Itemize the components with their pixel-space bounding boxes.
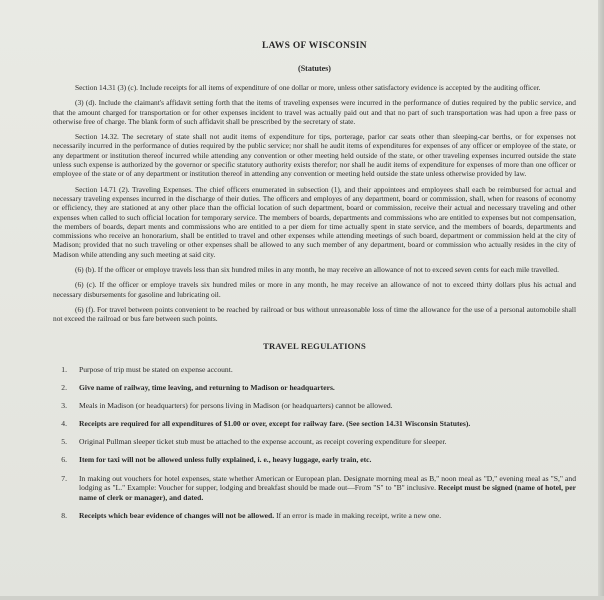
statute-paragraph: (6) (f). For travel between points convenient to be reached by railroad or bus without unreasonable loss of time the allowance for the use of a personal automobile shall not exceed the railroad or bus fare between such points. xyxy=(53,304,576,324)
regulation-bold-text: Receipts are required for all expenditures of $1.00 or over, except for railway fare. (See section 14.31 Wisconsin Statutes). xyxy=(79,419,471,429)
regulation-text: Purpose of trip must be stated on expense account. xyxy=(79,364,233,374)
regulation-text: Original Pullman sleeper ticket stub must be attached to the expense account, as receipt covering expenditure for sleeper. xyxy=(79,437,447,447)
regulation-number: 3. xyxy=(61,400,67,410)
regulations-list xyxy=(53,365,576,521)
regulations-title: TRAVEL REGULATIONS xyxy=(263,340,366,351)
regulation-number: 1. xyxy=(61,364,67,374)
regulation-item xyxy=(53,365,576,375)
regulation-number: 7. xyxy=(61,473,67,483)
regulation-text: In making out vouchers for hotel expenses, state whether American or European plan. Designate morning meal as B," noon meal as "D," evening meal as "S," and lodging as "L." Example: Voucher for supper, lodging and breakfast should be made out—From "S" to "B" inclusive. xyxy=(79,473,576,493)
regulation-number: 6. xyxy=(61,455,67,465)
page-fold-shadow xyxy=(598,0,604,600)
statute-paragraph: (6) (b). If the officer or employe travels less than six hundred miles in any month, he may receive an allowance of not to exceed seven cents for each mile travelled. xyxy=(75,265,559,275)
regulation-item xyxy=(53,511,576,521)
regulation-text: If an error is made in making receipt, write a new one. xyxy=(276,511,442,521)
regulation-bold-text: Give name of railway, time leaving, and returning to Madison or headquarters. xyxy=(79,382,335,392)
regulation-item xyxy=(53,419,576,429)
statute-paragraph: (3) (d). Include the claimant's affidavit setting forth that the items of traveling expenses were incurred in the performance of duties required by the public service, and that the amount charged for transportation or for other expenses incident to travel was actually paid out and that no part of such transportation was had upon a free pass or otherwise free of charge. The blank form of such affidavit shall be prescribed by the secretary of state. xyxy=(53,98,576,126)
regulation-item xyxy=(53,455,576,465)
regulation-text: Meals in Madison (or headquarters) for persons living in Madison (or headquarters) cannot be allowed. xyxy=(79,400,393,410)
page-bottom-edge xyxy=(0,596,604,600)
regulation-item xyxy=(53,401,576,411)
statute-paragraph: Section 14.71 (2). Traveling Expenses. The chief officers enumerated in subsection (1), and their appointees and employees shall each be reimbursed for actual and necessary traveling expenses incurred in the discharge of their duties. The officers and employes of any department, board or commission, shall, when for reasons of economy or efficiency, they are stationed at any other place than the official location of such department, board or commission, receive their actual and necessary traveling and other expenses when called to such official location for temporary service. The members of boards, departments and commissions who are entitled to expenses but not compensation, the members of boards, depart ments and commissions who are entitled to a per diem for time actually spent in state service, and the members of boards, departments and commissions who receive an honorarium, shall be entitled to travel and other expenses while attending meetings of such board, department or commission held at the city of Madison; provided that no such traveling or other expenses shall be allowed to any such member of any department, board or commission who actually resides in the city of Madison while attending any such meeting at said city. xyxy=(53,184,576,259)
statutes-subtitle: (Statutes) xyxy=(298,64,331,73)
statute-paragraph: Section 14.31 (3) (c). Include receipts for all items of expenditure of one dollar or more, unless other satisfactory evidence is accepted by the auditing officer. xyxy=(75,83,541,92)
regulation-number: 5. xyxy=(61,437,67,447)
regulation-item xyxy=(53,383,576,393)
page-title: LAWS OF WISCONSIN xyxy=(262,41,367,51)
statute-paragraph: (6) (c). If the officer or employe travels six hundred miles or more in any month, he may receive an allowance of not to exceed thirty dollars plus his actual and necessary disbursements for gasoline and lubricating oil. xyxy=(53,280,576,299)
statute-paragraph: Section 14.32. The secretary of state shall not audit items of expenditure for tips, porterage, parlor car seats other than sleeping-car berths, or for expenses not necessarily incurred in the performance of duties required by the public service; nor shall he audit items of expenditures for expenses of any officer or employee of the state, or any department or institution thereof incurred while attending any convention or other meeting held outside of the state, or other traveling expenses incurred outside the state unless such expense is authorized by the governor or specific statutory authority exists therefor; nor shall he audit items of expenditure for expenses of more than one officer or employee of the state or of any department or institution thereof in attending any convention or meeting held outside the state unless otherwise provided by law. xyxy=(53,132,576,179)
regulation-bold-text: Receipt must be signed (name of hotel, per name of clerk or manager), and dated. xyxy=(79,483,576,502)
regulation-number: 4. xyxy=(61,419,67,429)
regulation-number: 2. xyxy=(61,382,67,392)
statutes-section xyxy=(53,83,576,324)
regulation-item xyxy=(53,474,576,503)
regulation-number: 8. xyxy=(61,511,67,521)
regulation-bold-text: Receipts which bear evidence of changes will not be allowed. xyxy=(79,511,275,521)
regulation-bold-text: Item for taxi will not be allowed unless fully explained, i. e., heavy luggage, early train, etc. xyxy=(79,455,372,465)
regulation-item xyxy=(53,437,576,447)
